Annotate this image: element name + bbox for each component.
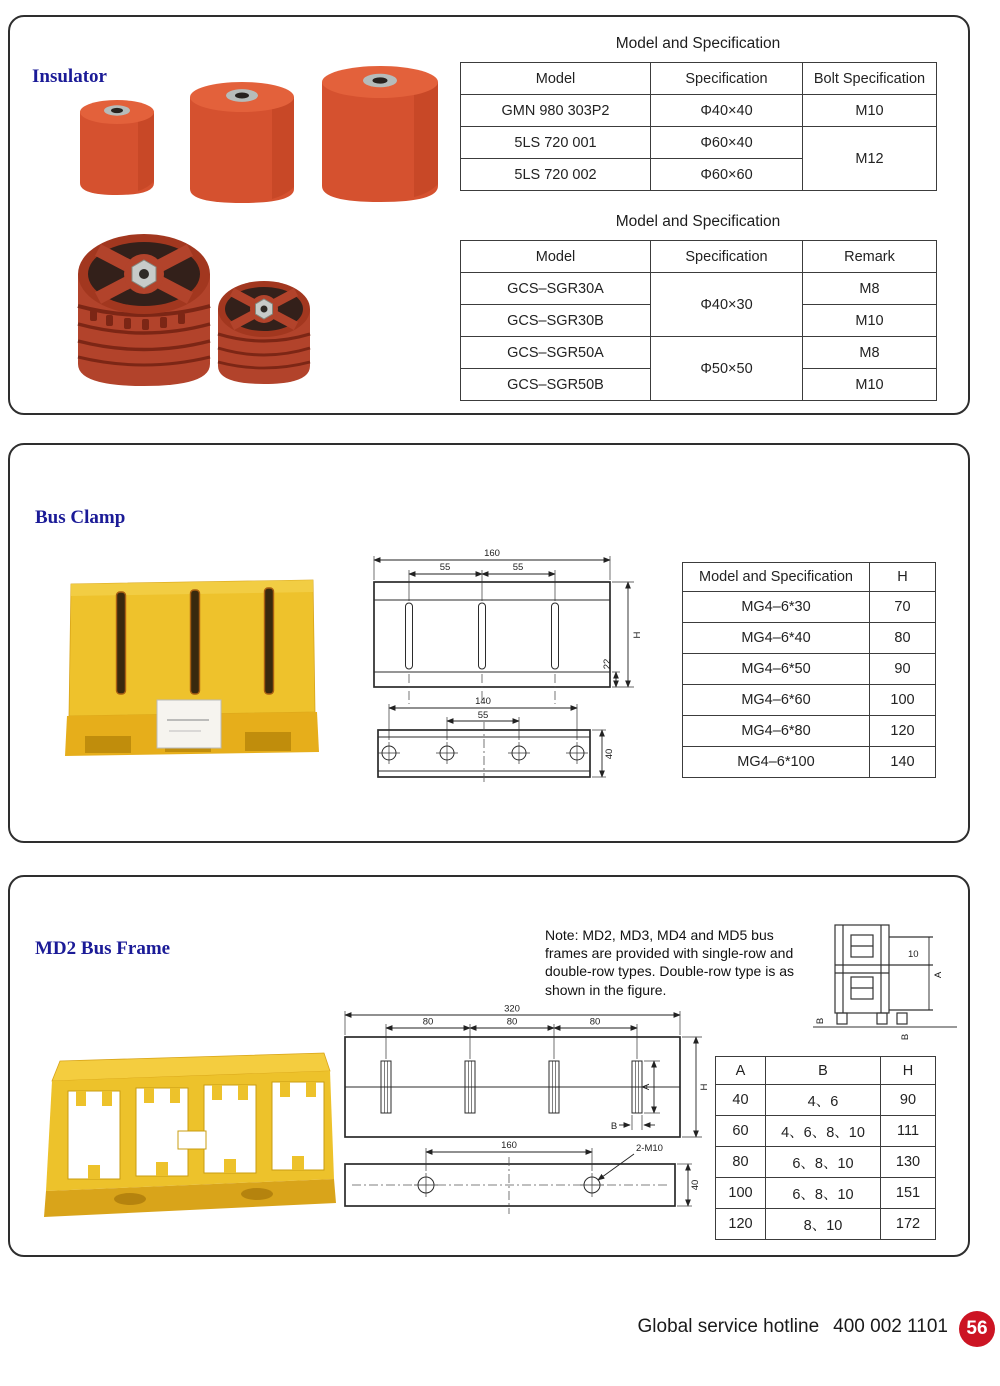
insulator-ribbed-photo [32, 214, 332, 406]
table-cell: GCS–SGR50B [461, 369, 651, 401]
table-cell: 111 [881, 1116, 936, 1147]
table-cell: 120 [716, 1209, 766, 1240]
table-row [683, 716, 936, 747]
md2-bus-frame-photo [32, 1027, 342, 1237]
column-header: H [881, 1057, 936, 1085]
md2-section-title: MD2 Bus Frame [35, 937, 171, 959]
table-row [461, 127, 937, 159]
table-cell: GCS–SGR30A [461, 273, 651, 305]
table-cell: GCS–SGR30B [461, 305, 651, 337]
dimension-label: 55 [512, 562, 524, 573]
table-row [683, 747, 936, 778]
md2-drawing [340, 1002, 712, 1252]
ribbed-insulator-large [78, 234, 210, 386]
column-header: Model [461, 63, 651, 95]
page-number-badge: 56 [959, 1311, 995, 1347]
table-cell: 6、8、10 [766, 1147, 881, 1178]
table-cell: M10 [803, 369, 937, 401]
bus-clamp-table [682, 562, 936, 778]
dimension-label: 10 [908, 949, 919, 960]
table-cell: MG4–6*80 [683, 716, 870, 747]
table-cell: MG4–6*100 [683, 747, 870, 778]
dimension-label: 55 [439, 562, 451, 573]
table-row [683, 654, 936, 685]
table-cell: 151 [881, 1178, 936, 1209]
dimension-label: 22 [602, 658, 613, 670]
page-footer [0, 1310, 1000, 1350]
column-header: Bolt Specification [803, 63, 937, 95]
dimension-label: 160 [484, 548, 500, 559]
table-cell: 4、6、8、10 [766, 1116, 881, 1147]
insulator-table2-title: Model and Specification [615, 213, 781, 230]
table-cell: 130 [881, 1147, 936, 1178]
dimension-label: 320 [504, 1003, 520, 1015]
table-cell: 172 [881, 1209, 936, 1240]
table-row [716, 1116, 936, 1147]
md2-double-row-figure [805, 915, 965, 1040]
md2-table [715, 1056, 936, 1240]
header-row [461, 63, 937, 95]
table-row [683, 592, 936, 623]
dimension-label: 80 [589, 1016, 601, 1028]
bus-clamp-photo [57, 570, 327, 780]
cylinder-insulator-medium [190, 82, 294, 203]
column-header: H [870, 563, 936, 592]
ribbed-insulator-small [218, 281, 310, 384]
table-cell: 60 [716, 1116, 766, 1147]
table-row [461, 337, 937, 369]
table-cell: 140 [870, 747, 936, 778]
header-row [683, 563, 936, 592]
table-cell: 5LS 720 001 [461, 127, 651, 159]
header-row [461, 241, 937, 273]
insulator-section [8, 15, 970, 415]
column-header: A [716, 1057, 766, 1085]
dimension-label: H [699, 1083, 710, 1091]
table-cell: 90 [881, 1085, 936, 1116]
dimension-label: 55 [477, 710, 489, 721]
dimension-label: B [815, 1017, 826, 1025]
table-cell: 8、10 [766, 1209, 881, 1240]
column-header: Remark [803, 241, 937, 273]
header-row [716, 1057, 936, 1085]
bus-clamp-section [8, 443, 970, 843]
dimension-label: H [632, 631, 643, 639]
bus-clamp-section-title: Bus Clamp [35, 506, 126, 528]
table-cell: 4、6 [766, 1085, 881, 1116]
table-cell: GCS–SGR50A [461, 337, 651, 369]
column-header: Specification [651, 241, 803, 273]
table-cell: M12 [803, 127, 937, 191]
column-header: Specification [651, 63, 803, 95]
table-cell: M8 [803, 273, 937, 305]
table-cell: 100 [870, 685, 936, 716]
table-cell: Φ60×60 [651, 159, 803, 191]
hotline-label: Global service hotline [637, 1316, 820, 1337]
table-row [683, 623, 936, 654]
dimension-label: B [610, 1121, 618, 1132]
cylinder-insulator-large [322, 66, 438, 202]
table-row [461, 95, 937, 127]
table-cell: 120 [870, 716, 936, 747]
table-cell: 80 [716, 1147, 766, 1178]
table-cell: 90 [870, 654, 936, 685]
table-cell: 100 [716, 1178, 766, 1209]
table-cell: MG4–6*50 [683, 654, 870, 685]
cylinder-insulator-small [80, 100, 154, 195]
dimension-label: 40 [604, 748, 615, 760]
table-row [683, 685, 936, 716]
dimension-label: 160 [501, 1140, 517, 1151]
table-row [461, 273, 937, 305]
column-header: Model and Specification [683, 563, 870, 592]
dimension-label: B [900, 1033, 911, 1040]
md2-section [8, 875, 970, 1257]
insulator-spec-table [460, 62, 937, 191]
table-cell: 40 [716, 1085, 766, 1116]
dimension-label: 2-M10 [636, 1143, 663, 1154]
table-cell: M10 [803, 95, 937, 127]
table-cell: 5LS 720 002 [461, 159, 651, 191]
dimension-label: 80 [506, 1016, 518, 1028]
insulator-section-title: Insulator [32, 65, 107, 87]
table-row [716, 1209, 936, 1240]
table-cell: 70 [870, 592, 936, 623]
md2-note: Note: MD2, MD3, MD4 and MD5 bus frames are provided with single-row and double-row types. Double-row type is as shown in the figure. [545, 927, 795, 998]
table-cell: 6、8、10 [766, 1178, 881, 1209]
column-header: Model [461, 241, 651, 273]
table-cell: MG4–6*60 [683, 685, 870, 716]
table-cell: MG4–6*40 [683, 623, 870, 654]
table-cell: M8 [803, 337, 937, 369]
table-cell: Φ60×40 [651, 127, 803, 159]
bus-clamp-drawing [352, 532, 652, 797]
table-row [716, 1178, 936, 1209]
product-label [157, 700, 221, 748]
table-row [716, 1147, 936, 1178]
insulator-cylinders-photo [42, 64, 452, 212]
hotline-text [638, 1316, 948, 1338]
table-cell: Φ40×30 [651, 273, 803, 337]
table-cell: GMN 980 303P2 [461, 95, 651, 127]
insulator-table1-title: Model and Specification [615, 35, 781, 52]
dimension-label: 80 [422, 1016, 434, 1028]
dimension-label: 140 [475, 696, 491, 707]
table-cell: Φ50×50 [651, 337, 803, 401]
hotline-number: 400 002 1101 [833, 1316, 948, 1337]
dimension-label: A [641, 1083, 652, 1091]
column-header: B [766, 1057, 881, 1085]
table-row [716, 1085, 936, 1116]
insulator-gcs-table [460, 240, 937, 401]
table-cell: MG4–6*30 [683, 592, 870, 623]
table-cell: M10 [803, 305, 937, 337]
dimension-label: 40 [690, 1179, 701, 1191]
table-cell: Φ40×40 [651, 95, 803, 127]
dimension-label: A [933, 971, 944, 979]
table-cell: 80 [870, 623, 936, 654]
